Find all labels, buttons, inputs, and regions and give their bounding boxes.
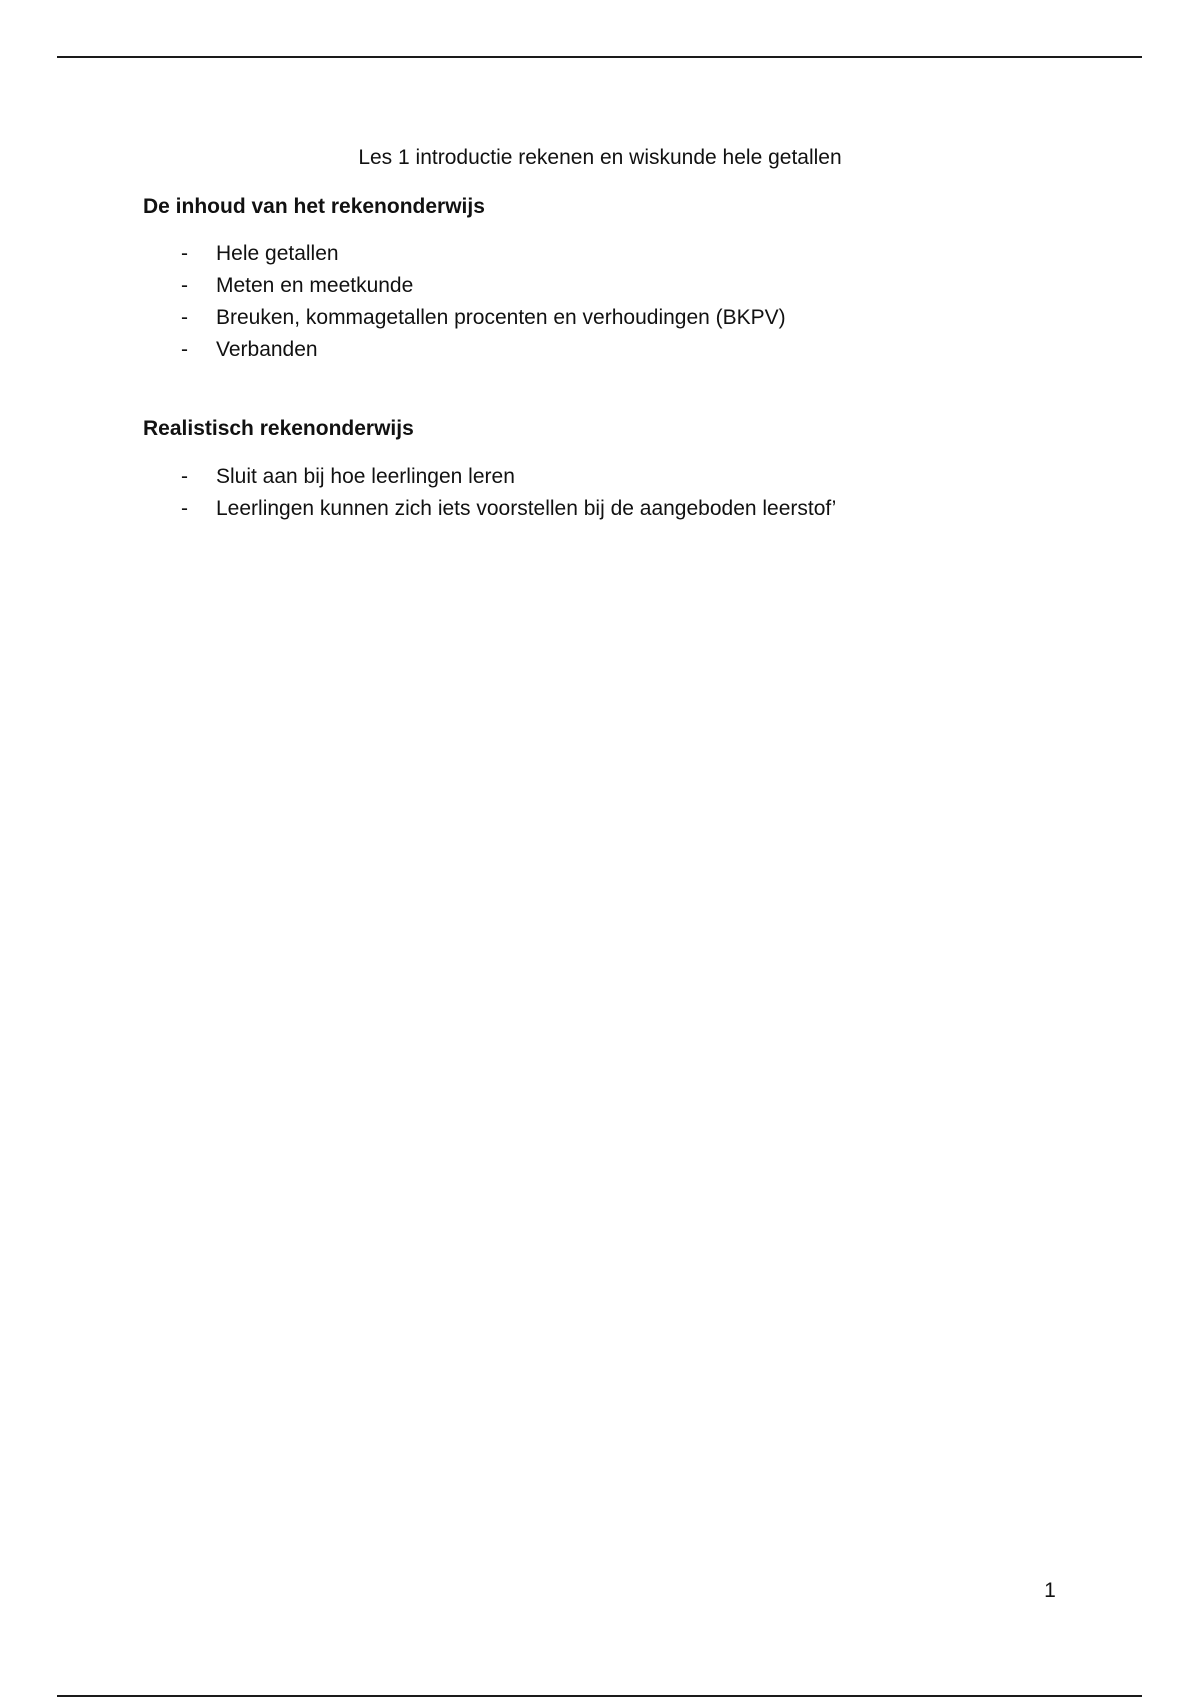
page-title: Les 1 introductie rekenen en wiskunde hele getallen	[358, 146, 842, 169]
bullet-dash: -	[181, 274, 188, 297]
header-rule	[57, 56, 1142, 58]
bullet-dash: -	[181, 306, 188, 329]
bullet-dash: -	[181, 497, 188, 520]
list-item-text: Meten en meetkunde	[216, 274, 414, 297]
list-item-text: Sluit aan bij hoe leerlingen leren	[216, 465, 515, 488]
list-item-text: Verbanden	[216, 338, 318, 361]
bullet-dash: -	[181, 465, 188, 488]
list-item-text: Breuken, kommagetallen procenten en verhoudingen (BKPV)	[216, 306, 786, 329]
bullet-dash: -	[181, 242, 188, 265]
section-heading-inhoud: De inhoud van het rekenonderwijs	[143, 195, 485, 218]
list-item-text: Hele getallen	[216, 242, 339, 265]
list-item-text: Leerlingen kunnen zich iets voorstellen bij de aangeboden leerstof’	[216, 497, 837, 520]
page-number: 1	[1044, 1579, 1056, 1602]
footer-rule	[57, 1695, 1142, 1697]
section-heading-realistisch: Realistisch rekenonderwijs	[143, 417, 414, 440]
bullet-dash: -	[181, 338, 188, 361]
